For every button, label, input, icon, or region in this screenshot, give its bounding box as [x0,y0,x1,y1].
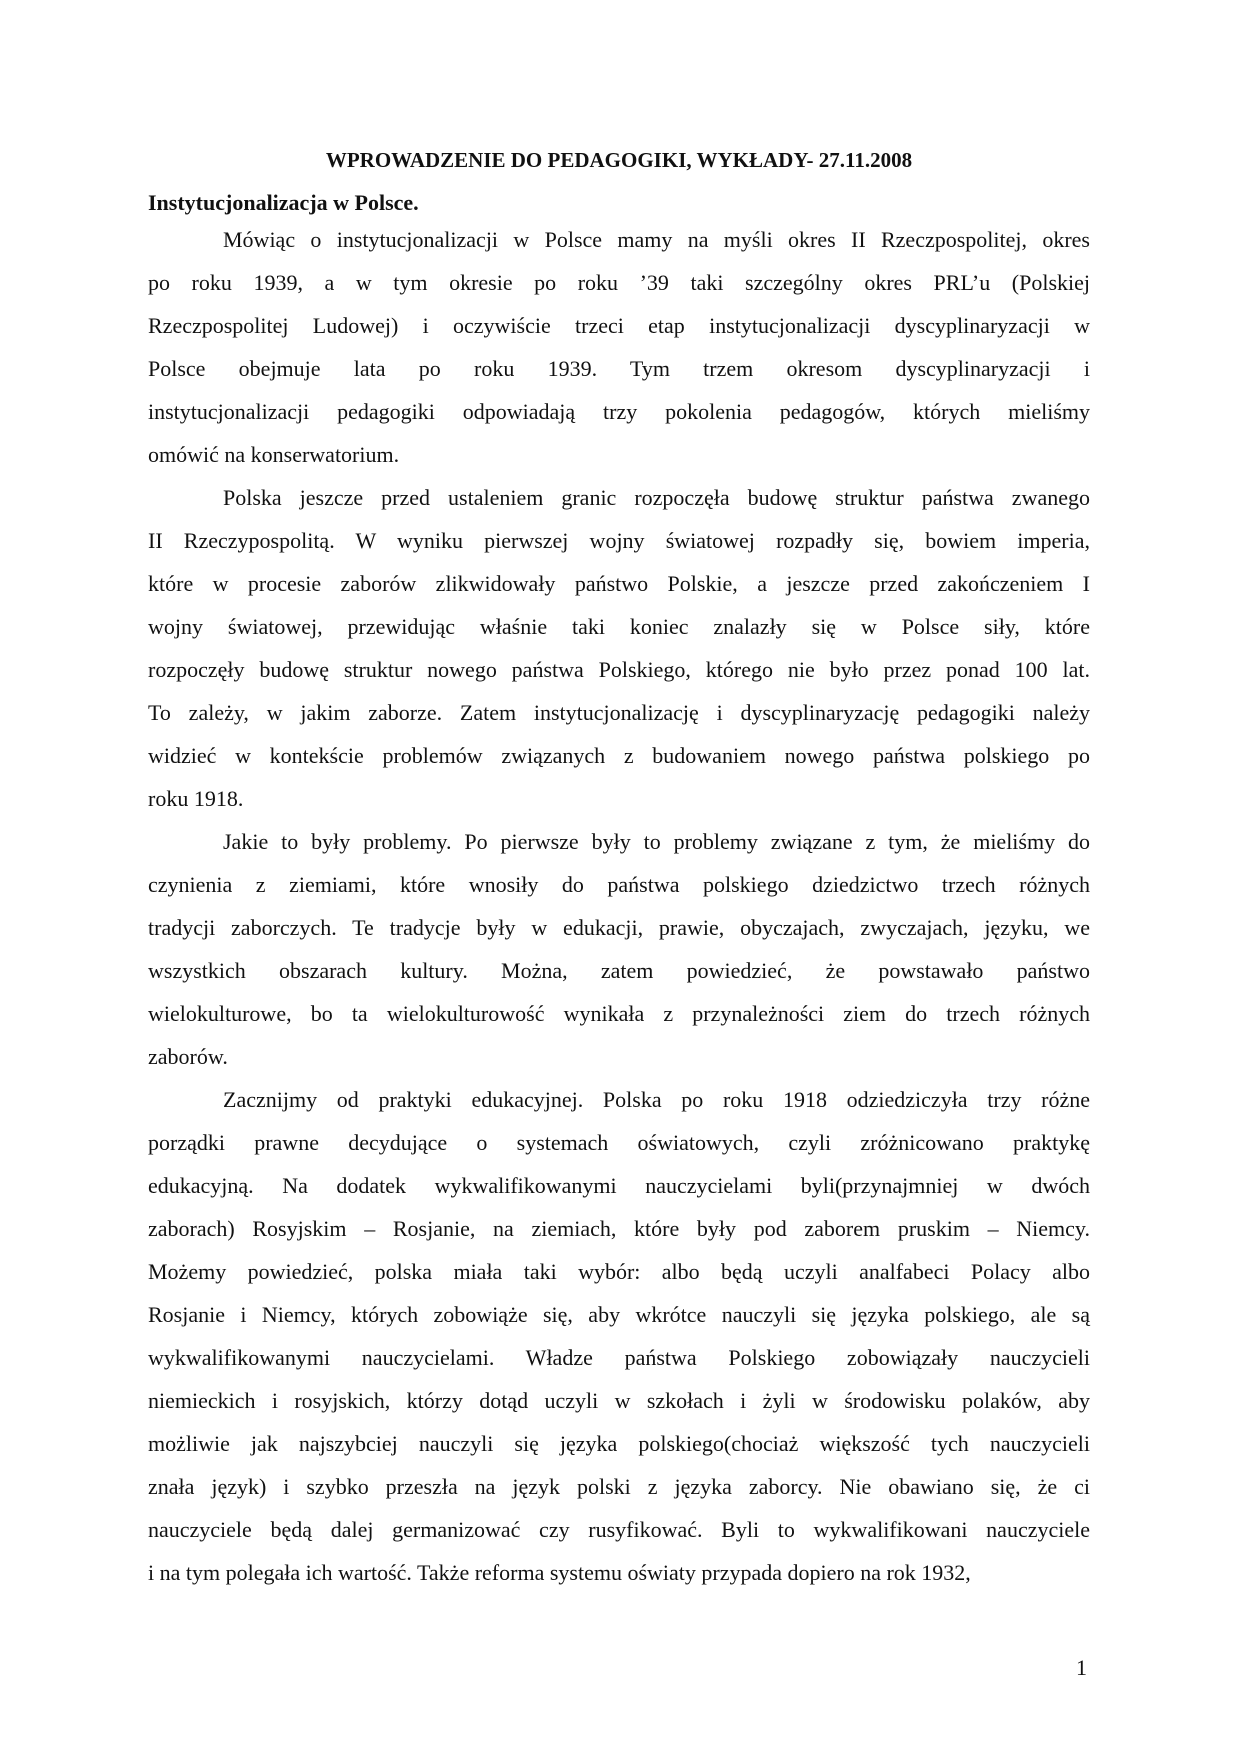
text-line: rozpoczęły budowę struktur nowego państwa Polskiego, którego nie było przez ponad 100 lat. [148,657,1090,682]
text-line: omówić na konserwatorium. [148,442,400,467]
text-line: znała język) i szybko przeszła na język polski z języka zaborcy. Nie obawiano się, że ci [148,1474,1090,1499]
paragraph [148,218,1090,476]
text-line: Mówiąc o instytucjonalizacji w Polsce mamy na myśli okres II Rzeczpospolitej, okres [223,227,1090,252]
document-title: WPROWADZENIE DO PEDAGOGIKI, WYKŁADY- 27.11.2008 [325,148,913,172]
text-line: instytucjonalizacji pedagogiki odpowiadają trzy pokolenia pedagogów, których mieliśmy [148,399,1090,424]
text-line: wszystkich obszarach kultury. Można, zatem powiedzieć, że powstawało państwo [148,958,1090,983]
text-line: tradycji zaborczych. Te tradycje były w edukacji, prawie, obyczajach, zwyczajach, języku, we [148,915,1090,940]
text-line: czynienia z ziemiami, które wnosiły do państwa polskiego dziedzictwo trzech różnych [148,872,1090,897]
paragraph [148,820,1090,1078]
text-line: Polska jeszcze przed ustaleniem granic rozpoczęła budowę struktur państwa zwanego [223,485,1090,510]
text-line: zaborów. [148,1044,228,1069]
paragraph [148,1078,1090,1594]
section-heading: Instytucjonalizacja w Polsce. [148,190,419,215]
text-line: widzieć w kontekście problemów związanych z budowaniem nowego państwa polskiego po [148,743,1090,768]
text-line: roku 1918. [148,786,244,811]
paragraph [148,476,1090,820]
text-line: II Rzeczypospolitą. W wyniku pierwszej wojny światowej rozpadły się, bowiem imperia, [148,528,1090,553]
text-line: wielokulturowe, bo ta wielokulturowość wynikała z przynależności ziem do trzech różnych [148,1001,1090,1026]
text-line: Rzeczpospolitej Ludowej) i oczywiście trzeci etap instytucjonalizacji dyscyplinaryzacji w [148,313,1090,338]
text-line: niemieckich i rosyjskich, którzy dotąd uczyli w szkołach i żyli w środowisku polaków, aby [148,1388,1090,1413]
text-line: Rosjanie i Niemcy, których zobowiąże się, aby wkrótce nauczyli się języka polskiego, ale są [148,1302,1090,1327]
text-line: porządki prawne decydujące o systemach oświatowych, czyli zróżnicowano praktykę [148,1130,1090,1155]
text-line: To zależy, w jakim zaborze. Zatem instytucjonalizację i dyscyplinaryzację pedagogiki należy [148,700,1090,725]
text-line: zaborach) Rosyjskim – Rosjanie, na ziemiach, które były pod zaborem pruskim – Niemcy. [148,1216,1090,1241]
text-line: wykwalifikowanymi nauczycielami. Władze państwa Polskiego zobowiązały nauczycieli [148,1345,1090,1370]
text-line: Możemy powiedzieć, polska miała taki wybór: albo będą uczyli analfabeci Polacy albo [148,1259,1090,1284]
text-line: Polsce obejmuje lata po roku 1939. Tym trzem okresom dyscyplinaryzacji i [148,356,1090,381]
text-line: po roku 1939, a w tym okresie po roku ’39 taki szczególny okres PRL’u (Polskiej [148,270,1090,295]
page-number: 1 [1076,1655,1087,1680]
document-body [148,218,1090,1594]
text-line: wojny światowej, przewidując właśnie taki koniec znalazły się w Polsce siły, które [148,614,1090,639]
text-line: Jakie to były problemy. Po pierwsze były to problemy związane z tym, że mieliśmy do [223,829,1090,854]
text-line: edukacyjną. Na dodatek wykwalifikowanymi nauczycielami byli(przynajmniej w dwóch [148,1173,1090,1198]
text-line: nauczyciele będą dalej germanizować czy rusyfikować. Byli to wykwalifikowani nauczyciele [148,1517,1090,1542]
text-line: i na tym polegała ich wartość. Także reforma systemu oświaty przypada dopiero na rok 1932, [148,1560,971,1585]
text-line: możliwie jak najszybciej nauczyli się języka polskiego(chociaż większość tych nauczycieli [148,1431,1090,1456]
text-line: które w procesie zaborów zlikwidowały państwo Polskie, a jeszcze przed zakończeniem I [148,571,1090,596]
text-line: Zacznijmy od praktyki edukacyjnej. Polska po roku 1918 odziedziczyła trzy różne [223,1087,1090,1112]
